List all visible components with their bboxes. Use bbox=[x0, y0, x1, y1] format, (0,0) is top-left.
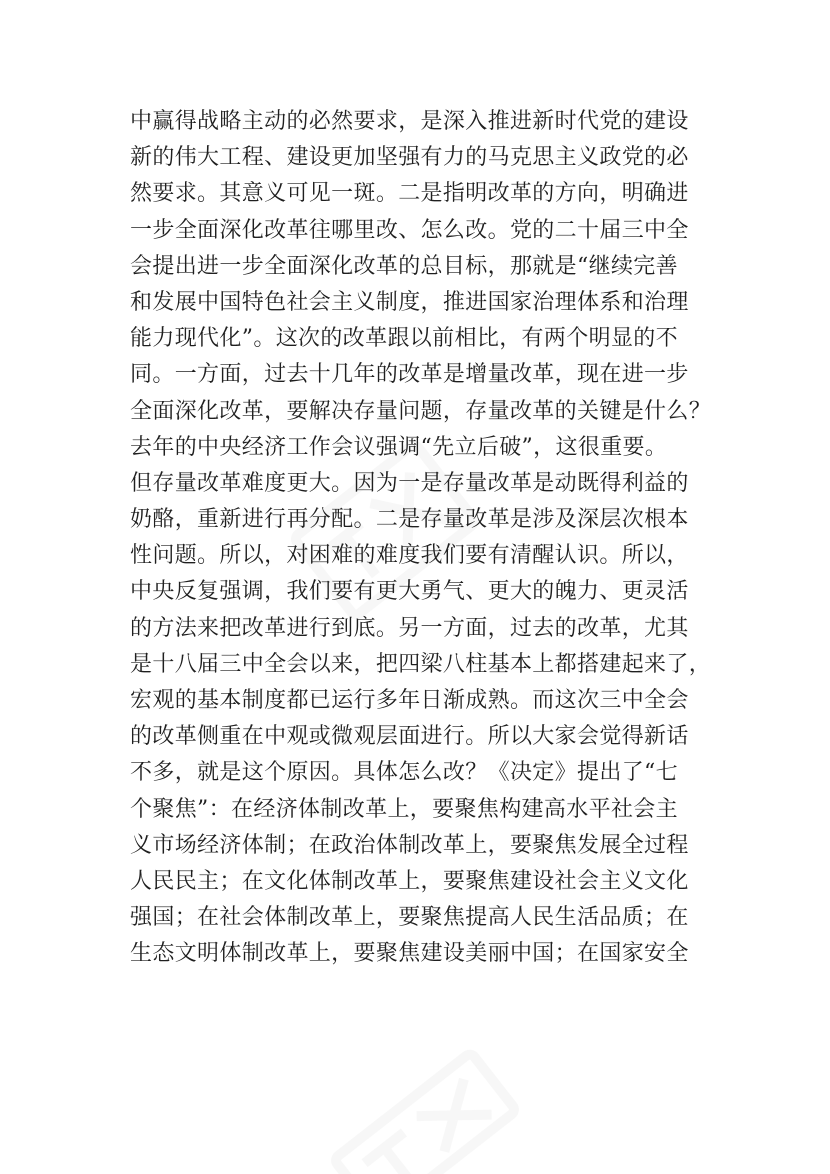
text-line: 和发展中国特色社会主义制度，推进国家治理体系和治理 bbox=[130, 289, 689, 315]
text-line: 奶酪，重新进行再分配。二是存量改革是涉及深层次根本 bbox=[130, 507, 689, 533]
text-line: 个聚焦”：在经济体制改革上，要聚焦构建高水平社会主 bbox=[130, 796, 678, 822]
text-line: 宏观的基本制度都已运行多年日渐成熟。而这次三中全会 bbox=[130, 688, 689, 713]
text-line: 全面深化改革，要解决存量问题，存量改革的关键是什么？ bbox=[130, 398, 712, 424]
text-line: 新的伟大工程、建设更加坚强有力的马克思主义政党的必 bbox=[130, 145, 689, 171]
text-line: 是十八届三中全会以来，把四梁八柱基本上都搭建起来了， bbox=[130, 651, 712, 677]
text-line: 性问题。所以，对困难的难度我们要有清醒认识。所以， bbox=[130, 543, 689, 569]
text-line: 能力现代化”。这次的改革跟以前相比，有两个明显的不 bbox=[130, 326, 678, 352]
text-line: 强国；在社会体制改革上，要聚焦提高人民生活品质；在 bbox=[130, 905, 689, 931]
body-text bbox=[130, 104, 750, 973]
text-line: 中央反复强调，我们要有更大勇气、更大的魄力、更灵活 bbox=[130, 579, 689, 605]
text-line: 生态文明体制改革上，要聚焦建设美丽中国；在国家安全 bbox=[130, 941, 689, 967]
text-line: 一步全面深化改革往哪里改、怎么改。党的二十届三中全 bbox=[130, 217, 689, 243]
text-line: 义市场经济体制；在政治体制改革上，要聚焦发展全过程 bbox=[130, 832, 689, 858]
text-line: 不多，就是这个原因。具体怎么改？《决定》提出了“七 bbox=[130, 760, 678, 786]
watermark-icon bbox=[322, 1041, 527, 1174]
text-line: 同。一方面，过去十几年的改革是增量改革，现在进一步 bbox=[130, 362, 689, 388]
text-line: 去年的中央经济工作会议强调“先立后破”，这很重要。 bbox=[130, 434, 668, 460]
text-line: 但存量改革难度更大。因为一是存量改革是动既得利益的 bbox=[130, 470, 689, 496]
text-line: 会提出进一步全面深化改革的总目标，那就是“继续完善 bbox=[130, 253, 678, 279]
text-line: 人民民主；在文化体制改革上，要聚焦建设社会主义文化 bbox=[130, 868, 689, 894]
text-line: 然要求。其意义可见一斑。二是指明改革的方向，明确进 bbox=[130, 181, 689, 207]
text-line: 中赢得战略主动的必然要求，是深入推进新时代党的建设 bbox=[130, 109, 689, 134]
text-line: 的方法来把改革进行到底。另一方面，过去的改革，尤其 bbox=[130, 615, 689, 641]
text-line: 的改革侧重在中观或微观层面进行。所以大家会觉得新话 bbox=[130, 724, 689, 750]
